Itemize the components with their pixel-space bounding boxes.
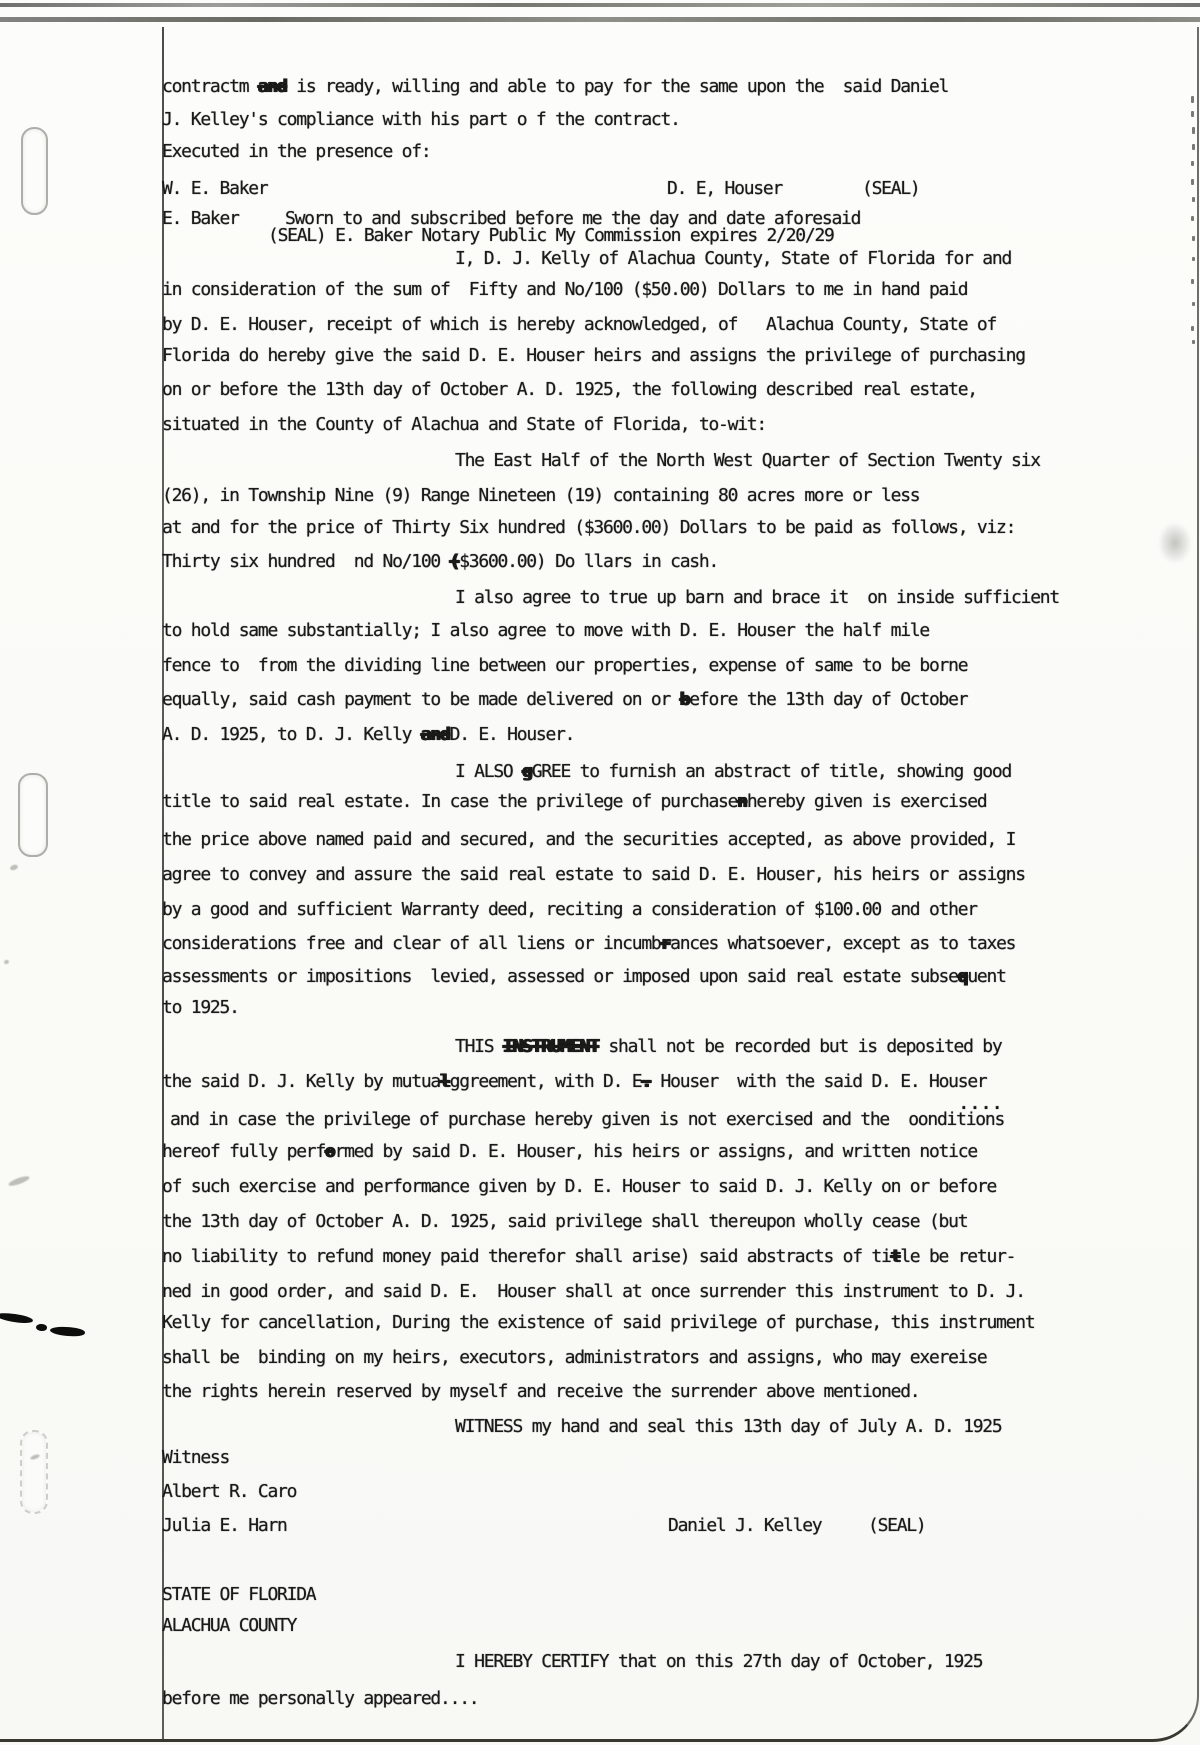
- overtyped-text: (: [449, 551, 460, 572]
- text-line: [162, 1381, 1200, 1403]
- text-run: Witness: [162, 1447, 230, 1468]
- edge-tick-mark: [1192, 257, 1195, 261]
- text-segment: [455, 1036, 1001, 1058]
- text-line: [162, 1246, 1200, 1268]
- text-line: [162, 791, 1200, 813]
- text-segment: [162, 1447, 229, 1469]
- edge-tick-mark: [1192, 236, 1195, 241]
- text-line: [162, 724, 1200, 746]
- text-run: in consideration of the sum of Fifty and No/100 ($50.00) Dollars to me in hand paid: [162, 279, 968, 300]
- text-line: [162, 761, 1200, 783]
- text-run: equally, said cash payment to be made delivered on or: [162, 689, 680, 710]
- text-segment: [162, 1141, 977, 1163]
- text-segment: [455, 761, 1011, 783]
- text-segment: [162, 414, 766, 436]
- text-segment: [162, 279, 967, 301]
- text-segment: [162, 829, 1015, 851]
- text-line: [162, 517, 1200, 539]
- text-line: [162, 485, 1200, 507]
- text-segment: [162, 1381, 919, 1403]
- text-segment: [162, 864, 1025, 886]
- text-line: [162, 178, 1200, 200]
- text-line: [162, 689, 1200, 711]
- text-line: [162, 933, 1200, 955]
- text-run: (SEAL): [868, 1515, 926, 1536]
- overtyped-text: g: [522, 761, 532, 782]
- overtyped-text: l: [440, 1071, 450, 1092]
- hole-punch: [18, 773, 48, 857]
- edge-tick-mark: [1192, 302, 1195, 306]
- edge-tick-mark: [1192, 127, 1195, 134]
- text-line: [162, 1515, 1200, 1537]
- text-run: D. E. Houser.: [449, 724, 575, 745]
- overtyped-text: and: [420, 724, 450, 745]
- text-line: [162, 1312, 1200, 1334]
- text-line: [162, 379, 1200, 401]
- text-run: GREE to furnish an abstract of title, showing good: [531, 761, 1012, 782]
- text-segment: [162, 1584, 315, 1606]
- text-line: [162, 248, 1200, 270]
- text-run: WITNESS my hand and seal this 13th day of July A. D. 1925: [455, 1416, 1002, 1437]
- text-segment: [162, 655, 967, 677]
- hole-punch: [21, 127, 48, 215]
- text-run: the rights herein reserved by myself and receive the surrender above mentioned.: [162, 1381, 920, 1402]
- text-run: THIS: [455, 1036, 503, 1057]
- text-line: [162, 1071, 1200, 1093]
- text-segment: [455, 450, 1040, 472]
- text-run: Executed in the presence of:: [162, 141, 431, 162]
- text-line: [162, 1141, 1200, 1163]
- text-run: to 1925.: [162, 997, 239, 1018]
- text-run: and in case the privilege of purchase hereby given is not exercised and the oonditions: [170, 1109, 1005, 1130]
- text-line: [162, 1615, 1200, 1637]
- text-segment: [162, 1481, 296, 1503]
- text-line: [162, 1109, 1200, 1131]
- text-line: [162, 829, 1200, 851]
- text-line: [162, 1584, 1200, 1606]
- text-segment: [162, 997, 239, 1019]
- overtyped-text: q: [957, 966, 968, 987]
- edge-tick-mark: [1191, 111, 1194, 117]
- text-segment: [862, 178, 920, 200]
- text-segment: [162, 485, 919, 507]
- text-segment: [162, 109, 680, 131]
- text-segment: [162, 966, 1006, 988]
- text-segment: [162, 314, 996, 336]
- text-run: J. Kelley's compliance with his part o f the contract.: [162, 109, 680, 130]
- text-run: by D. E. Houser, receipt of which is hereby acknowledged, of Alachua County, State of: [162, 314, 997, 335]
- text-run: of such exercise and performance given by D. E. Houser to said D. J. Kelly on or before: [162, 1176, 997, 1197]
- text-line: [162, 1281, 1200, 1303]
- text-run: situated in the County of Alachua and State of Florida, to-wit:: [162, 414, 766, 435]
- text-run: E. Baker: [162, 208, 239, 229]
- text-segment: [162, 1281, 1025, 1303]
- text-run: D. E, Houser: [667, 178, 783, 199]
- text-line: [162, 1688, 1200, 1710]
- text-line: [162, 141, 1200, 163]
- text-run: assessments or impositions levied, assessed or imposed upon said real estate subse: [162, 966, 958, 987]
- text-line: [162, 655, 1200, 677]
- text-line: [162, 414, 1200, 436]
- scan-edge-line-top-2: [0, 17, 1200, 22]
- text-line: [162, 1481, 1200, 1503]
- text-line: [162, 1651, 1200, 1673]
- text-run: Florida do hereby give the said D. E. Houser heirs and assigns the privilege of purchasing: [162, 345, 1025, 366]
- text-segment: [162, 1211, 967, 1233]
- text-run: A. D. 1925, to D. J. Kelly: [162, 724, 421, 745]
- text-line: [162, 225, 1200, 247]
- text-line: [162, 620, 1200, 642]
- text-run: (SEAL) E. Baker Notary Public My Commission expires 2/20/29: [268, 225, 834, 246]
- text-run: $3600.00) Do llars in cash.: [459, 551, 719, 572]
- text-segment: [868, 1515, 926, 1537]
- text-run: the 13th day of October A. D. 1925, said privilege shall thereupon wholly cease (but: [162, 1211, 968, 1232]
- text-run: ggreement, with D. E: [449, 1071, 642, 1092]
- text-segment: [162, 724, 574, 746]
- text-run: Houser with the said D. E. Houser: [650, 1071, 987, 1092]
- text-run: on or before the 13th day of October A. D. 1925, the following described real estate,: [162, 379, 977, 400]
- text-line: [162, 450, 1200, 472]
- scan-edge-line-top-1: [0, 3, 1200, 7]
- text-run: I HEREBY CERTIFY that on this 27th day of October, 1925: [455, 1651, 983, 1672]
- text-line: [162, 109, 1200, 131]
- text-segment: [162, 620, 929, 642]
- text-line: [162, 1036, 1200, 1058]
- text-run: le be retur-: [900, 1246, 1016, 1267]
- hole-punch: [20, 1430, 48, 1514]
- text-run: by a good and sufficient Warranty deed, reciting a consideration of $100.00 and other: [162, 899, 977, 920]
- text-run: ....: [959, 1094, 1004, 1113]
- text-line: [162, 1447, 1200, 1469]
- text-run: Julia E. Harn: [162, 1515, 287, 1536]
- text-run: (SEAL): [862, 178, 920, 199]
- text-segment: [162, 1312, 1034, 1334]
- text-run: ned in good order, and said D. E. Houser shall at once surrender this instrument to D. J.: [162, 1281, 1025, 1302]
- text-segment: [162, 379, 977, 401]
- text-segment: [162, 791, 987, 813]
- overtyped-text: and: [257, 76, 287, 97]
- text-line: [162, 864, 1200, 886]
- text-line: [162, 966, 1200, 988]
- text-run: considerations free and clear of all liens or incumb: [162, 933, 661, 954]
- text-segment: [455, 1651, 982, 1673]
- text-line: [162, 587, 1200, 609]
- edge-tick-mark: [1191, 161, 1194, 166]
- text-segment: [162, 1347, 986, 1369]
- overtyped-text: .: [641, 1071, 651, 1092]
- text-segment: [162, 1246, 1015, 1268]
- text-run: before me personally appeared....: [162, 1688, 479, 1709]
- text-run: the said D. J. Kelly by mutua: [162, 1071, 441, 1092]
- text-run: STATE OF FLORIDA: [162, 1584, 316, 1605]
- text-segment: [162, 1515, 287, 1537]
- text-run: (26), in Township Nine (9) Range Nineteen (19) containing 80 acres more or less: [162, 485, 920, 506]
- text-run: The East Half of the North West Quarter of Section Twenty six: [455, 450, 1040, 471]
- text-segment: [455, 1416, 1001, 1438]
- text-run: Sworn to and subscribed before me the day and date aforesaid: [285, 208, 861, 229]
- text-run: to hold same substantially; I also agree to move with D. E. Houser the half mile: [162, 620, 929, 641]
- text-run: rmed by said D. E. Houser, his heirs or assigns, and written notice: [334, 1141, 977, 1162]
- text-segment: [162, 1615, 296, 1637]
- overtyped-text: r: [660, 933, 671, 954]
- text-segment: [162, 345, 1025, 367]
- text-segment: [268, 225, 834, 247]
- text-line: [162, 1176, 1200, 1198]
- text-run: hereof fully perf: [162, 1141, 325, 1162]
- text-run: Daniel J. Kelley: [668, 1515, 822, 1536]
- text-segment: [162, 551, 718, 573]
- text-run: agree to convey and assure the said real estate to said D. E. Houser, his heirs or assigns: [162, 864, 1025, 885]
- text-line: [162, 551, 1200, 573]
- text-line: [162, 314, 1200, 336]
- text-segment: [162, 1688, 478, 1710]
- text-run: uent: [967, 966, 1006, 987]
- text-line: [162, 899, 1200, 921]
- gray-smudge: [1158, 522, 1192, 564]
- edge-tick-mark: [1191, 279, 1194, 284]
- text-run: Kelly for cancellation, During the existence of said privilege of purchase, this instrument: [162, 1312, 1035, 1333]
- text-segment: [455, 248, 1011, 270]
- text-run: no liability to refund money paid therefor shall arise) said abstracts of ti: [162, 1246, 891, 1267]
- text-segment: [668, 1515, 821, 1537]
- text-segment: [162, 899, 977, 921]
- text-segment: [162, 1071, 987, 1093]
- text-line: [162, 279, 1200, 301]
- text-line: [162, 997, 1200, 1019]
- text-run: shall be binding on my heirs, executors, administrators and assigns, who may exereise: [162, 1347, 987, 1368]
- text-segment: [162, 141, 430, 163]
- edge-tick-mark: [1191, 96, 1194, 103]
- text-run: ALACHUA COUNTY: [162, 1615, 297, 1636]
- edge-tick-mark: [1192, 340, 1195, 344]
- text-run: I ALSO: [455, 761, 523, 782]
- text-line: [162, 345, 1200, 367]
- text-segment: [667, 178, 782, 200]
- text-line: [162, 1347, 1200, 1369]
- text-segment: [162, 933, 1015, 955]
- text-segment: [170, 1109, 1004, 1131]
- text-segment: [455, 587, 1059, 609]
- text-run: Thirty six hundred nd No/100: [162, 551, 450, 572]
- text-run: I, D. J. Kelly of Alachua County, State of Florida for and: [455, 248, 1012, 269]
- text-run: at and for the price of Thirty Six hundred ($3600.00) Dollars to be paid as follows, viz:: [162, 517, 1016, 538]
- text-line: [162, 1416, 1200, 1438]
- text-segment: [162, 1176, 996, 1198]
- text-line: [162, 76, 1200, 98]
- text-segment: [162, 689, 967, 711]
- edge-tick-mark: [1192, 144, 1195, 150]
- text-run: W. E. Baker: [162, 178, 268, 199]
- overtyped-text: INSTRUMENT: [502, 1036, 599, 1057]
- overtyped-text: n: [737, 791, 747, 812]
- text-run: efore the 13th day of October: [689, 689, 968, 710]
- text-line: [162, 1211, 1200, 1233]
- edge-tick-mark: [1191, 179, 1194, 185]
- text-run: contractm: [162, 76, 258, 97]
- text-run: the price above named paid and secured, and the securities accepted, as above provided, I: [162, 829, 1016, 850]
- edge-tick-mark: [1192, 197, 1195, 202]
- text-run: shall not be recorded but is deposited by: [598, 1036, 1002, 1057]
- text-segment: [162, 76, 948, 98]
- text-run: ances whatsoever, except as to taxes: [670, 933, 1016, 954]
- text-run: fence to from the dividing line between our properties, expense of same to be borne: [162, 655, 968, 676]
- text-segment: [162, 178, 267, 200]
- text-run: I also agree to true up barn and brace it on inside sufficient: [455, 587, 1059, 608]
- text-run: is ready, willing and able to pay for the same upon the said Daniel: [286, 76, 949, 97]
- overtyped-text: o: [324, 1141, 335, 1162]
- text-run: Albert R. Caro: [162, 1481, 297, 1502]
- edge-tick-mark: [1191, 216, 1194, 221]
- edge-tick-mark: [1191, 326, 1194, 331]
- text-run: title to said real estate. In case the privilege of purchase: [162, 791, 738, 812]
- text-run: hereby given is exercised: [746, 791, 987, 812]
- overtyped-text: b: [679, 689, 690, 710]
- text-segment: [162, 517, 1015, 539]
- overtyped-text: t: [890, 1246, 901, 1267]
